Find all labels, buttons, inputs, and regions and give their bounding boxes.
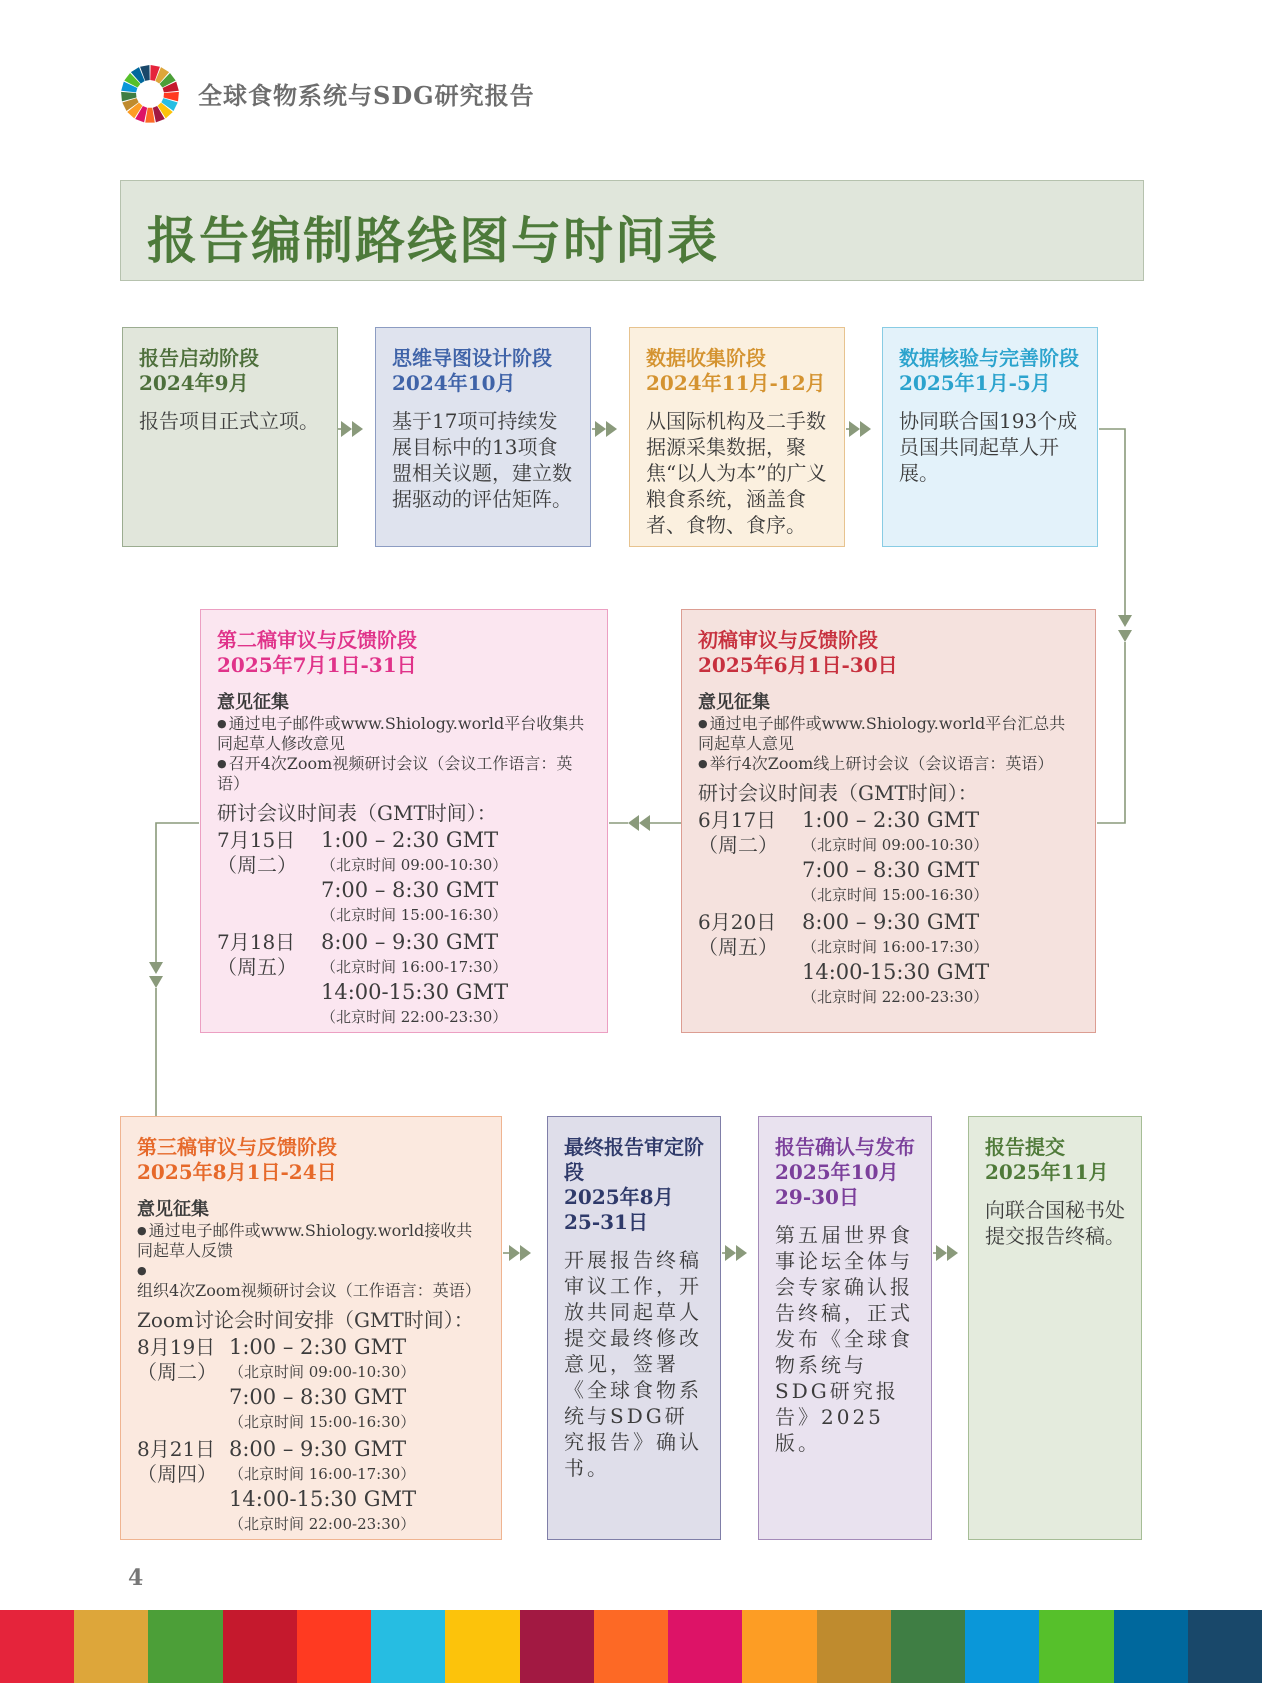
slot-beijing: （北京时间 15:00-16:30）: [321, 906, 508, 924]
slot-beijing: （北京时间 15:00-16:30）: [229, 1413, 416, 1431]
header-title: 全球食物系统与SDG研究报告: [198, 81, 535, 110]
arrow-right-icon: [849, 421, 871, 437]
day-date: 8月19日: [137, 1335, 216, 1359]
feedback-bullet: ● 组织4次Zoom视频研讨会议（工作语言：英语）: [137, 1261, 485, 1301]
stage-date: 2025年11月: [985, 1160, 1109, 1184]
day-weekday: （周四）: [137, 1462, 217, 1486]
stage-title: 数据收集阶段: [646, 346, 766, 370]
sdg-color-segment: [520, 1610, 594, 1683]
day-date: 8月21日: [137, 1437, 216, 1461]
stage-date: 2024年11月-12月: [646, 371, 826, 395]
sdg-color-segment: [74, 1610, 148, 1683]
slot-gmt: 1:00 – 2:30 GMT: [802, 808, 980, 832]
feedback-heading: 意见征集: [698, 692, 770, 713]
stage-date: 2025年7月1日-31日: [217, 653, 417, 677]
schedule-title: Zoom讨论会时间安排（GMT时间）：: [137, 1308, 474, 1332]
sdg-color-segment: [742, 1610, 816, 1683]
slot-beijing: （北京时间 16:00-17:30）: [229, 1465, 416, 1483]
slot-beijing: （北京时间 16:00-17:30）: [802, 938, 989, 956]
stage-desc: 第五届世界食事论坛全体与会专家确认报告终稿，正式发布《全球食物系统与SDG研究报告》2025版。: [775, 1223, 913, 1455]
arrow-left-icon: [628, 815, 650, 831]
stage-date: 2024年10月: [392, 371, 516, 395]
sdg-color-segment: [594, 1610, 668, 1683]
day-weekday: （周二）: [698, 833, 778, 857]
sdg-wheel-icon: [120, 64, 180, 124]
day-date: 6月17日: [698, 808, 777, 832]
feedback-bullet: ● 通过电子邮件或www.Shiology.world平台收集共同起草人修改意见: [217, 714, 591, 754]
page-title: 报告编制路线图与时间表: [147, 211, 719, 270]
sdg-color-segment: [445, 1610, 519, 1683]
schedule-day: [217, 828, 591, 928]
sdg-color-segment: [1114, 1610, 1188, 1683]
stage-title: 数据核验与完善阶段: [899, 346, 1079, 370]
stage-title: 第二稿审议与反馈阶段: [217, 628, 417, 652]
slot-gmt: 14:00-15:30 GMT: [802, 960, 990, 984]
schedule-day: [217, 930, 591, 1030]
stage-title: 报告确认与发布: [775, 1135, 915, 1159]
stage-date: 2025年10月29-30日: [775, 1160, 899, 1209]
slot-beijing: （北京时间 15:00-16:30）: [802, 886, 989, 904]
day-date: 7月15日: [217, 828, 296, 852]
slot-gmt: 7:00 – 8:30 GMT: [802, 858, 980, 882]
slot-gmt: 1:00 – 2:30 GMT: [321, 828, 499, 852]
stage-title: 报告启动阶段: [139, 346, 259, 370]
feedback-heading: 意见征集: [137, 1199, 209, 1220]
slot-beijing: （北京时间 22:00-23:30）: [802, 988, 989, 1006]
day-date: 6月20日: [698, 910, 777, 934]
arrow-right-icon: [725, 1245, 747, 1261]
stage-title: 思维导图设计阶段: [392, 346, 552, 370]
arrow-down-icon: [1118, 615, 1132, 642]
arrow-right-icon: [936, 1245, 958, 1261]
slot-gmt: 14:00-15:30 GMT: [229, 1487, 417, 1511]
schedule-day: [137, 1437, 485, 1537]
sdg-color-segment: [817, 1610, 891, 1683]
feedback-bullet: ● 通过电子邮件或www.Shiology.world接收共同起草人反馈: [137, 1221, 485, 1261]
stage-desc: 开展报告终稿审议工作，开放共同起草人提交最终修改意见，签署《全球食物系统与SDG研究报告》确认书。: [564, 1248, 702, 1480]
schedule-day: [698, 808, 1079, 908]
stage-submission: [968, 1116, 1142, 1540]
sdg-color-segment: [0, 1610, 74, 1683]
slot-beijing: （北京时间 09:00-10:30）: [321, 856, 508, 874]
sdg-color-segment: [371, 1610, 445, 1683]
feedback-bullet: ● 召开4次Zoom视频研讨会议（会议工作语言：英语）: [217, 754, 591, 794]
stage-desc: 基于17项可持续发展目标中的13项食盟相关议题，建立数据驱动的评估矩阵。: [392, 409, 572, 511]
slot-gmt: 14:00-15:30 GMT: [321, 980, 509, 1004]
stage-third-draft-review: [120, 1116, 502, 1540]
slot-gmt: 7:00 – 8:30 GMT: [321, 878, 499, 902]
day-weekday: （周二）: [137, 1360, 217, 1384]
sdg-color-segment: [965, 1610, 1039, 1683]
stage-date: 2025年1月-5月: [899, 371, 1051, 395]
stage-desc: 报告项目正式立项。: [139, 409, 319, 433]
slot-gmt: 8:00 – 9:30 GMT: [229, 1437, 407, 1461]
schedule-title: 研讨会议时间表（GMT时间）：: [698, 781, 978, 805]
sdg-color-segment: [297, 1610, 371, 1683]
arrow-right-icon: [509, 1245, 531, 1261]
stage-desc: 向联合国秘书处提交报告终稿。: [985, 1198, 1125, 1248]
stage-desc: 协同联合国193个成员国共同起草人开展。: [899, 409, 1078, 485]
day-date: 7月18日: [217, 930, 296, 954]
day-weekday: （周五）: [698, 935, 778, 959]
stage-final-review: [547, 1116, 721, 1540]
slot-beijing: （北京时间 09:00-10:30）: [802, 836, 989, 854]
stage-title: 报告提交: [985, 1135, 1065, 1159]
stage-date: 2025年6月1日-30日: [698, 653, 898, 677]
arrow-down-icon: [149, 962, 163, 988]
stage-launch: [122, 327, 338, 547]
schedule-day: [698, 910, 1079, 1010]
day-weekday: （周二）: [217, 853, 297, 877]
stage-data-verification: [882, 327, 1098, 547]
stage-second-draft-review: [200, 609, 608, 1033]
stage-title: 第三稿审议与反馈阶段: [137, 1135, 337, 1159]
stage-first-draft-review: [681, 609, 1096, 1033]
sdg-color-segment: [148, 1610, 222, 1683]
slot-gmt: 8:00 – 9:30 GMT: [321, 930, 499, 954]
stage-date: 2025年8月25-31日: [564, 1185, 674, 1234]
slot-gmt: 7:00 – 8:30 GMT: [229, 1385, 407, 1409]
stage-date: 2024年9月: [139, 371, 249, 395]
sdg-color-segment: [1188, 1610, 1262, 1683]
stage-confirm-release: [758, 1116, 932, 1540]
slot-gmt: 1:00 – 2:30 GMT: [229, 1335, 407, 1359]
stage-data-collection: [629, 327, 845, 547]
stage-title: 最终报告审定阶段: [564, 1135, 704, 1184]
stage-date: 2025年8月1日-24日: [137, 1160, 337, 1184]
day-weekday: （周五）: [217, 955, 297, 979]
stage-desc: 从国际机构及二手数据源采集数据，聚焦“以人为本”的广义粮食系统，涵盖食者、食物、食序。: [646, 409, 827, 537]
arrow-right-icon: [595, 421, 617, 437]
schedule-title: 研讨会议时间表（GMT时间）：: [217, 801, 497, 825]
wheel-segment: [145, 108, 155, 123]
page-number: 4: [128, 1565, 144, 1591]
stage-title: 初稿审议与反馈阶段: [698, 628, 878, 652]
slot-beijing: （北京时间 22:00-23:30）: [229, 1515, 416, 1533]
sdg-wheel-logo: [120, 64, 180, 124]
stage-mindmap: [375, 327, 591, 547]
sdg-color-stripe: [0, 1610, 1262, 1683]
sdg-color-segment: [1039, 1610, 1113, 1683]
feedback-bullet: ● 通过电子邮件或www.Shiology.world平台汇总共同起草人意见: [698, 714, 1079, 754]
title-banner: [120, 180, 1144, 281]
sdg-color-segment: [891, 1610, 965, 1683]
sdg-color-segment: [223, 1610, 297, 1683]
feedback-bullet: ● 举行4次Zoom线上研讨会议（会议语言：英语）: [698, 754, 1079, 774]
sdg-color-segment: [668, 1610, 742, 1683]
slot-beijing: （北京时间 22:00-23:30）: [321, 1008, 508, 1026]
feedback-heading: 意见征集: [217, 692, 289, 713]
arrow-right-icon: [341, 421, 363, 437]
schedule-day: [137, 1335, 485, 1435]
slot-beijing: （北京时间 09:00-10:30）: [229, 1363, 416, 1381]
slot-beijing: （北京时间 16:00-17:30）: [321, 958, 508, 976]
slot-gmt: 8:00 – 9:30 GMT: [802, 910, 980, 934]
